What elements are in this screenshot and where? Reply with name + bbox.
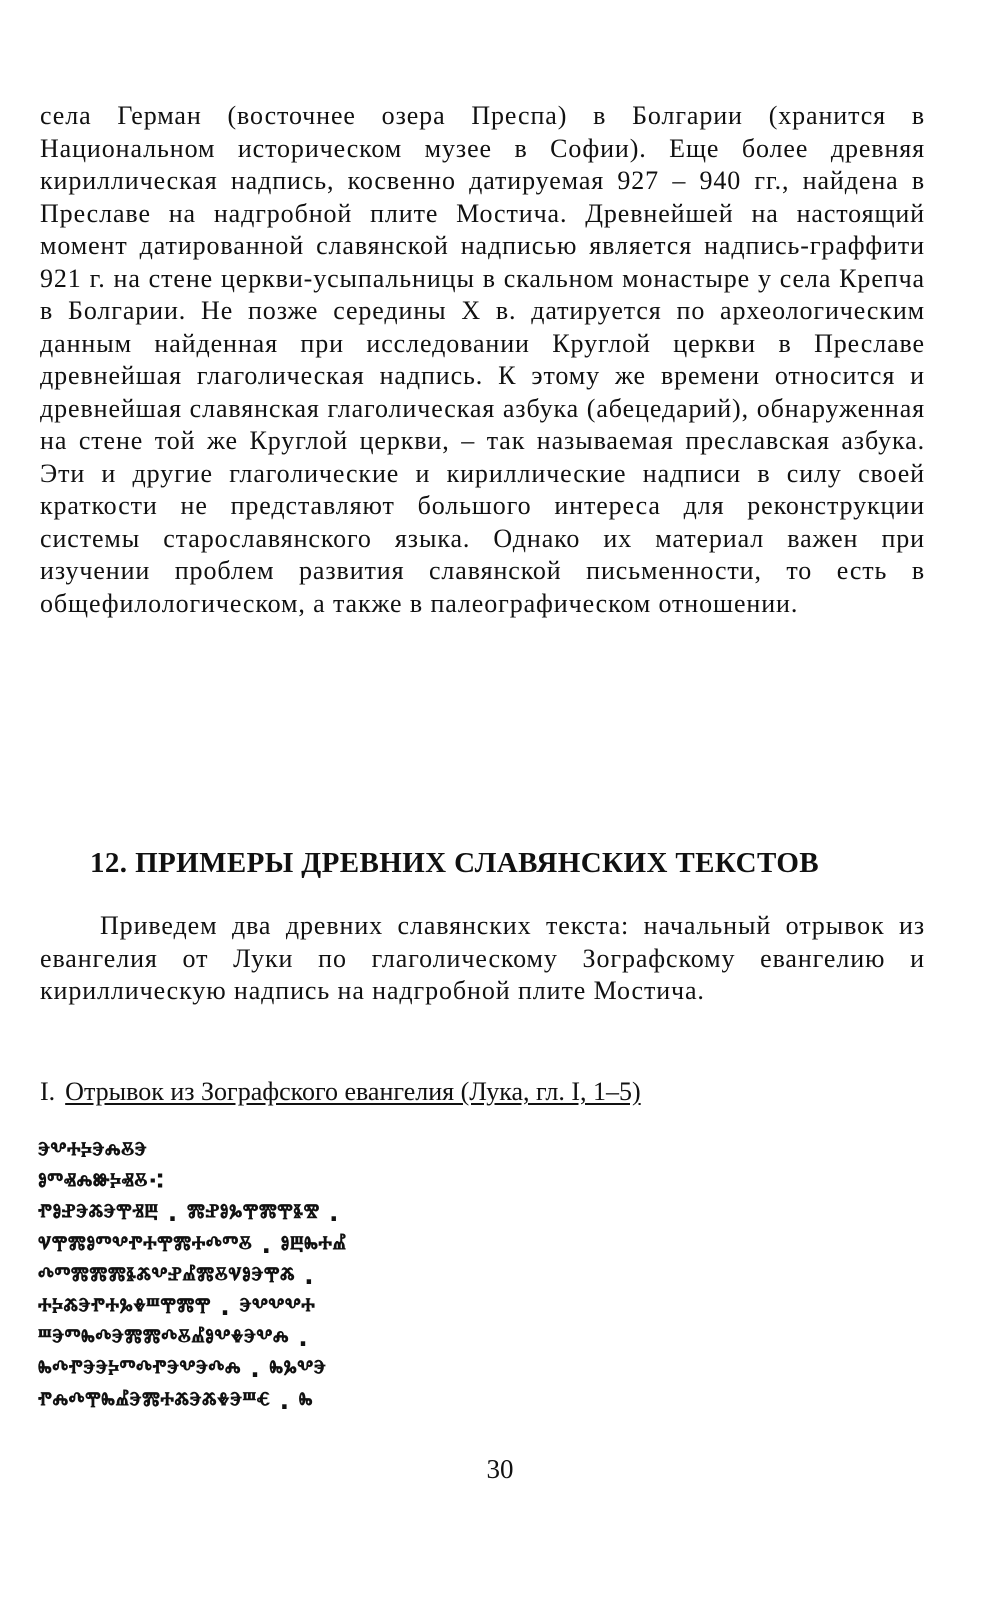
glagolitic-line: ⱂⰾⰴⰹⰸⰼⰵⰿⰰⰶⰵⰶⰷⰵⱎⱔ . ⰸ bbox=[38, 1385, 314, 1415]
glagolitic-line: ⰵⰲⰰⰽⰵⰾⰻⰵ bbox=[38, 1136, 148, 1165]
glagolitic-text-block bbox=[38, 1135, 938, 1416]
glagolitic-line: ⰴⱅⰿⰿⰿⱛⰶⰲⱀⰼⰿⰻⱌⱁⰵⰹⰶ . bbox=[38, 1260, 315, 1290]
subsection-number: I. bbox=[40, 1077, 56, 1106]
glagolitic-line: ⱂⱁⱀⰵⰶⰵⰹⱐⰱ . ⰿⱀⱁⰳⰹⰿⰹⱛⰺ . bbox=[38, 1198, 339, 1228]
page-number: 30 bbox=[486, 1454, 514, 1484]
body-paragraph-1: села Герман (восточнее озера Преспа) в Болгарии (хранится в Национальном историческом музее в Софии). Еще более древняя кириллическая надпись, косвенно датируемая 927 – 940 гг., найдена в Преславе на надгробной плите Мостича. Древнейшей на настоящий момент датированной славянской надписью является надпись-граффити 921 г. на стене церкви-усыпальницы в скальном монастыре у села Крепча в Болгарии. Не позже середины X в. датируется по археологическим данным найденная при исследовании Круглой церкви в Преславе древнейшая глаголическая надпись. К этому же времени относится и древнейшая славянская глаголическая азбука (абецедарий), обнаруженная на стене той же Круглой церкви, – так называемая преславская азбука. Эти и другие глаголические и кириллические надписи в силу своей краткости не представляют большого интереса для реконструкции системы старославянского языка. Однако их материал важен при изучении проблем развития славянской письменности, то есть в общефилологическом, а также в палеографическом отношении. bbox=[40, 101, 925, 618]
body-paragraph-2: Приведем два древних славянских текста: начальный отрывок из евангелия от Луки по глаголическому Зографскому евангелию и кириллическую надпись на надгробной плите Мостича. bbox=[40, 911, 925, 1005]
glagolitic-line: ⰸⰴⱂⰵⰵⰽⱅⰴⱂⰵⰲⰵⰴⰾ . ⰸⰳⰲⰵ bbox=[38, 1354, 327, 1384]
glagolitic-line: ⱁⱅⱏⰾⱆⰽⱏⰻ⁖ bbox=[38, 1167, 166, 1197]
glagolitic-line: ⰰⰽⰶⰵⱂⰰⰳⰷⱎⰹⰿⰹ . ⰵⰲⰲⰲⰰ bbox=[38, 1292, 316, 1322]
section-heading: 12. ПРИМЕРЫ ДРЕВНИХ СЛАВЯНСКИХ ТЕКСТОВ bbox=[90, 847, 820, 879]
subsection-heading bbox=[40, 1076, 940, 1108]
glagolitic-line: ⱎⰵⱅⰸⰴⰵⰿⰿⰴⰻⰼⱁⰲⰷⰵⰲⰾ . bbox=[38, 1323, 309, 1353]
subsection-title: Отрывок из Зографского евангелия (Лука, гл. I, 1–5) bbox=[65, 1077, 641, 1106]
glagolitic-line: ⱌⰹⰿⱁⱅⰲⱂⰰⰹⰿⰰⰴⱅⰻ . ⱁⰱⰸⰰⰼ bbox=[38, 1229, 347, 1259]
